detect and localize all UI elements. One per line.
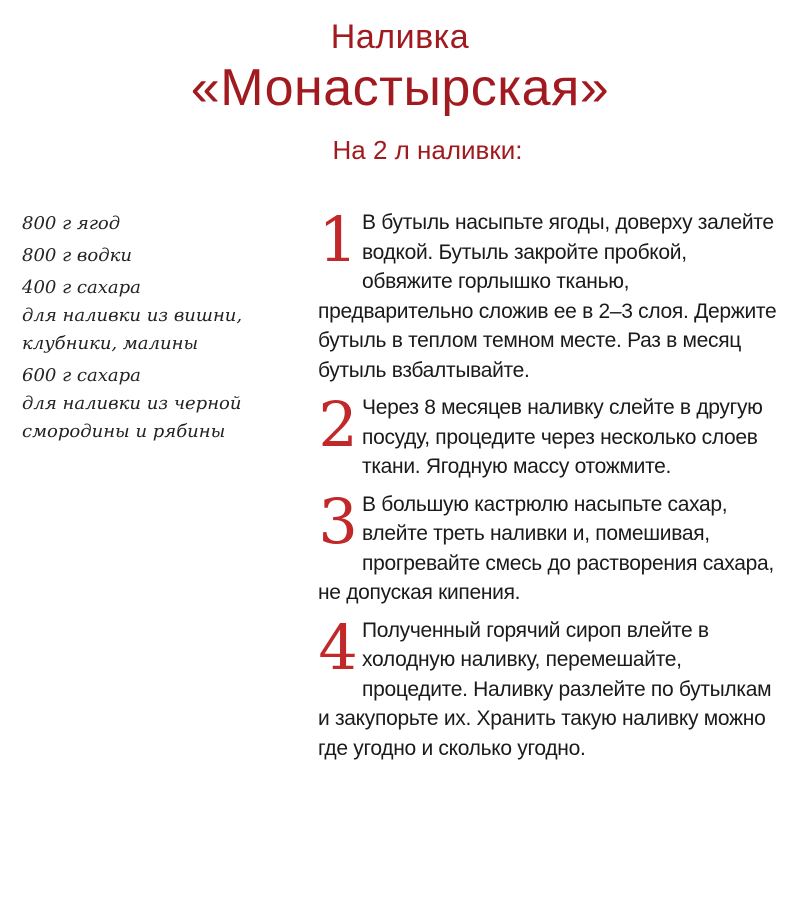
step-number: 4 xyxy=(318,610,358,684)
step-number: 2 xyxy=(318,388,358,461)
step-text: Полученный горячий сироп влейте в холодную наливку, перемешайте, процедите. Наливку разлейте по бутылкам и закупорьте их. Хранить такую наливку можно где угодно и сколько угодно. xyxy=(318,618,772,760)
step-text: В бутыль насыпьте ягоды, доверху залейте водкой. Бутыль закройте пробкой, обвяжите горлышко тканью, предварительно сложив ее в 2–3 слоя. Держите бутыль в теплом темном месте. Раз в месяц бутыль взбалтывайте. xyxy=(318,211,777,382)
step-text: В большую кастрюлю насыпьте сахар, влейте треть наливки и, помешивая, прогревайте смесь до растворения сахара, не допуская кипения. xyxy=(318,492,774,604)
ingredient-note: для наливки из черной смородины и рябины xyxy=(22,393,242,442)
recipe-title: «Монастырская» xyxy=(190,59,610,117)
step-text: Через 8 месяцев наливку слейте в другую посуду, процедите через несколько слоев ткани. Ягодную массу отожмите. xyxy=(362,396,763,478)
ingredient-amount: 800 г водки xyxy=(22,245,132,266)
steps-list xyxy=(318,203,780,771)
step-item-2 xyxy=(318,388,780,482)
ingredient-amount: 800 г ягод xyxy=(22,213,121,234)
step-item-4 xyxy=(318,610,780,764)
ingredient-item xyxy=(22,242,302,270)
ingredient-item xyxy=(22,362,302,446)
step-number: 3 xyxy=(318,484,358,558)
ingredient-amount: 400 г сахара xyxy=(22,277,141,298)
recipe-title-line1: Наливка xyxy=(330,18,470,56)
ingredient-item xyxy=(22,210,302,238)
step-item-3 xyxy=(318,484,780,608)
recipe-yield: На 2 л наливки: xyxy=(332,135,523,165)
ingredient-amount: 600 г сахара xyxy=(22,365,141,386)
ingredient-item xyxy=(22,274,302,358)
ingredient-note: для наливки из вишни, клубники, малины xyxy=(22,305,243,354)
step-number: 1 xyxy=(318,203,358,276)
step-item-1 xyxy=(318,203,780,385)
ingredients-list xyxy=(22,210,302,450)
